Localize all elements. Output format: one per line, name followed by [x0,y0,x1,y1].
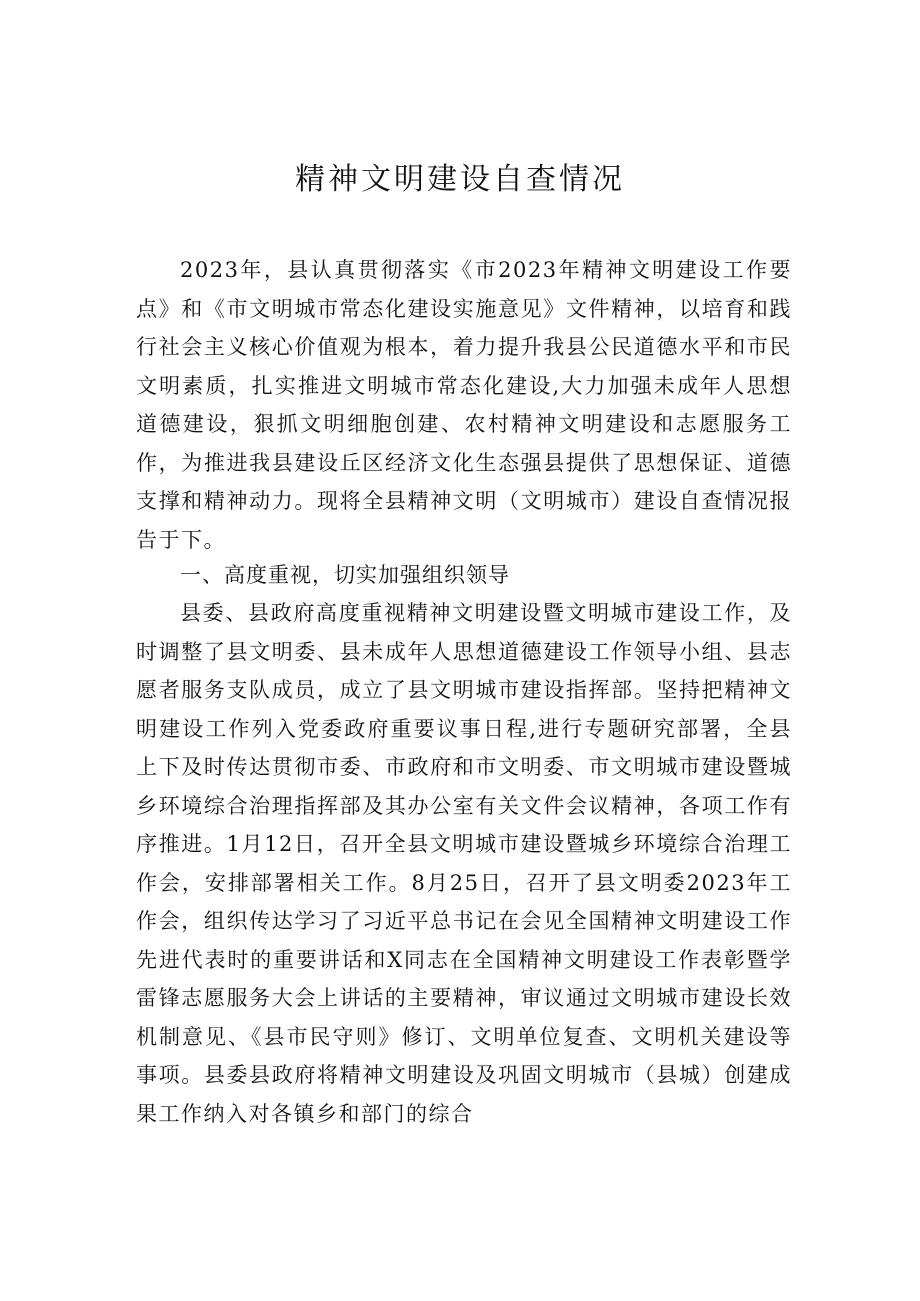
section-paragraph: 县委、县政府高度重视精神文明建设暨文明城市建设工作，及时调整了县文明委、县未成年人思想道德建设工作领导小组、县志愿者服务支队成员，成立了县文明城市建设指挥部。坚持把精神文明建设工作列入党委政府重要议事日程,进行专题研究部署，全县上下及时传达贯彻市委、市政府和市文明委、市文明城市建设暨城乡环境综合治理指挥部及其办公室有关文件会议精神，各项工作有序推进。1月12日，召开全县文明城市建设暨城乡环境综合治理工作会，安排部署相关工作。8月25日，召开了县文明委2023年工作会，组织传达学习了习近平总书记在会见全国精神文明建设工作先进代表时的重要讲话和X同志在全国精神文明建设工作表彰暨学雷锋志愿服务大会上讲话的主要精神，审议通过文明城市建设长效机制意见、《县市民守则》修订、文明单位复查、文明机关建设等事项。县委县政府将精神文明建设及巩固文明城市（县城）创建成果工作纳入对各镇乡和部门的综合 [136,601,792,1126]
intro-paragraph: 2023年，县认真贯彻落实《市2023年精神文明建设工作要点》和《市文明城市常态化建设实施意见》文件精神，以培育和践行社会主义核心价值观为根本，着力提升我县公民道德水平和市民文明素质，扎实推进文明城市常态化建设,大力加强未成年人思想道德建设，狠抓文明细胞创建、农村精神文明建设和志愿服务工作，为推进我县建设丘区经济文化生态强县提供了思想保证、道德支撑和精神动力。现将全县精神文明（文明城市）建设自查情况报告于下。 [136,258,792,552]
document-title: 精神文明建设自查情况 [295,162,625,197]
section-heading: 一、高度重视，切实加强组织领导 [180,563,510,587]
